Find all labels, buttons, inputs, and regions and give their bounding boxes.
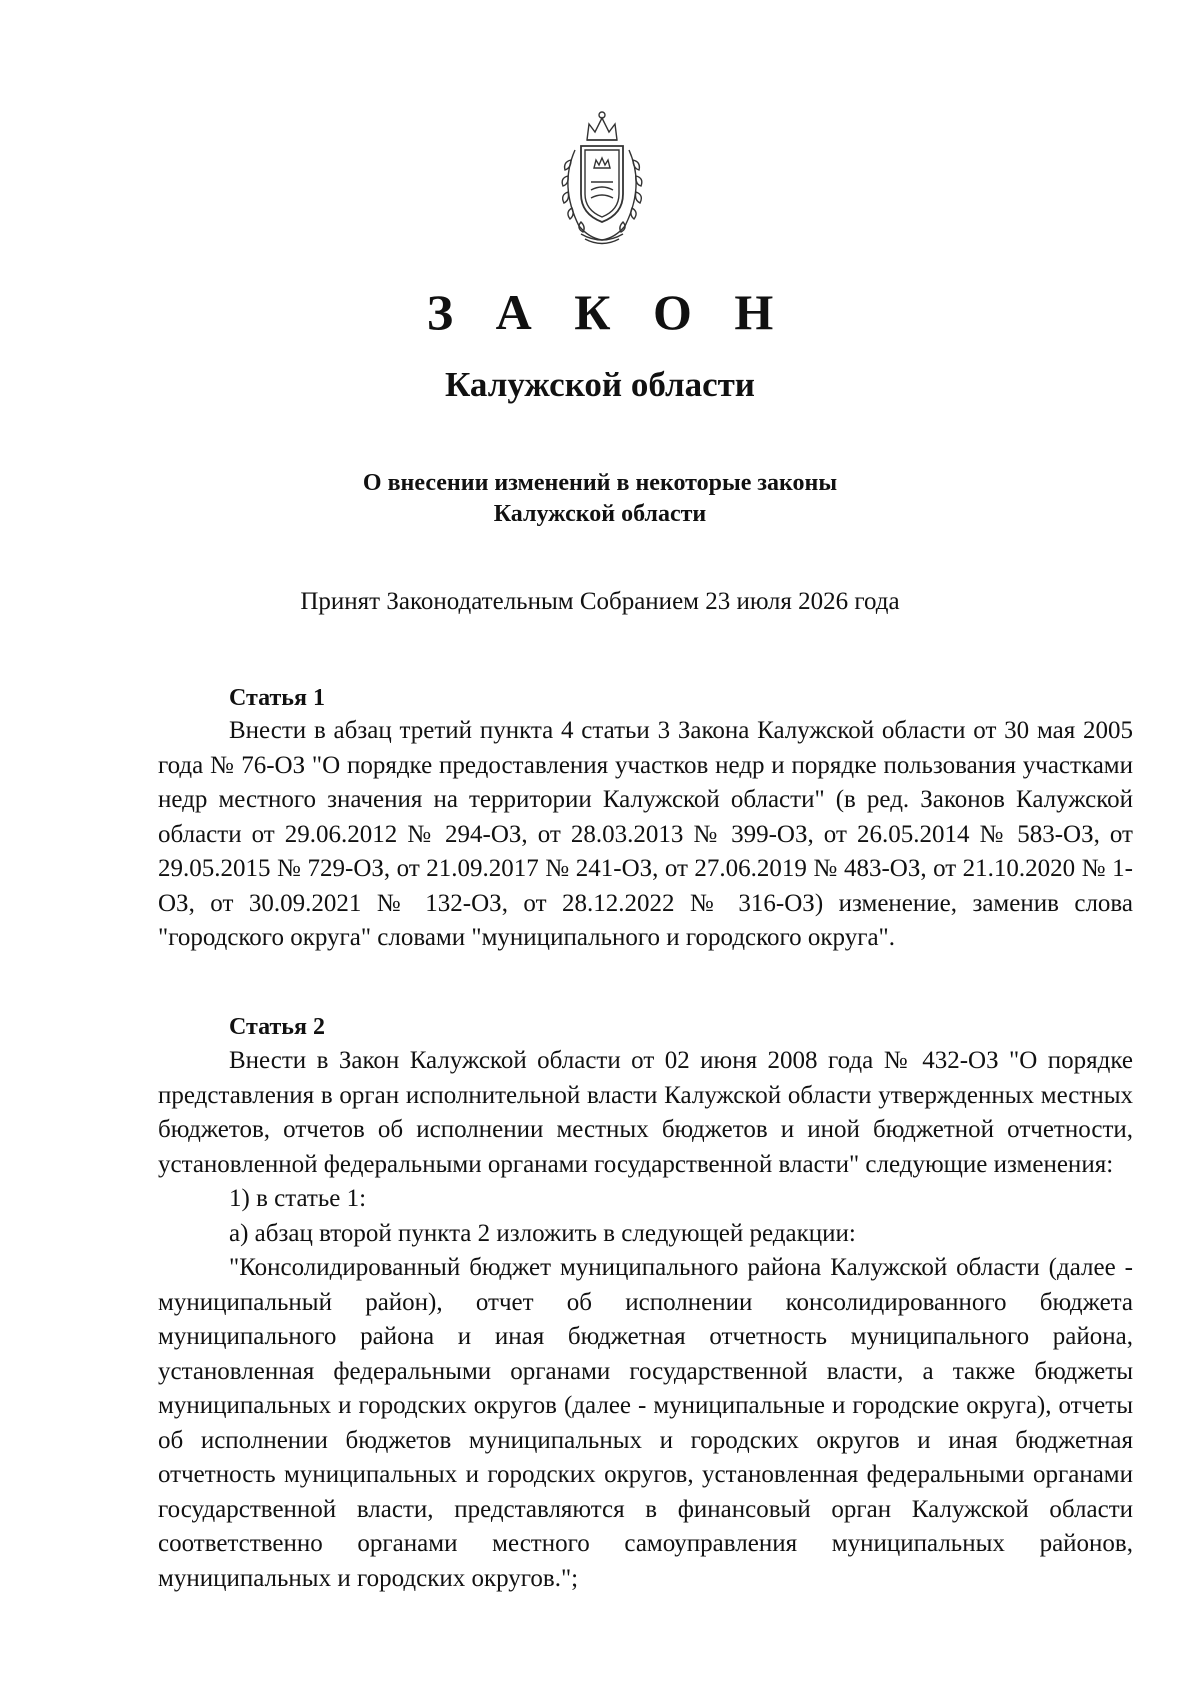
law-title: З А К О Н — [426, 284, 789, 340]
region-name: Калужской области — [445, 365, 755, 404]
article-2-body — [158, 1044, 1133, 1596]
law-subject — [0, 468, 1200, 530]
coat-of-arms-icon — [551, 106, 653, 248]
article-2-item-1a: а) абзац второй пункта 2 изложить в следующей редакции: — [229, 1219, 856, 1247]
article-1-heading: Статья 1 — [229, 685, 325, 711]
article-2-heading: Статья 2 — [229, 1014, 325, 1040]
law-subject-line-1: О внесении изменений в некоторые законы — [362, 470, 838, 496]
article-2-quoted-text: "Консолидированный бюджет муниципального района Калужской области (далее - муниципальный район), отчет об исполнении консолидированного бюджета муниципального района и иная бюджетная отчетность муниципального района, установленная федеральными органами государственной власти, а также бюджеты муниципальных и городских округов (далее - муниципальные и городские округа), отчеты об исполнении бюджетов муниципальных и городских округов и иная бюджетная отчетность муниципальных и городских округов, установленная федеральными органами государственной власти, представляются в финансовый орган Калужской области соответственно органами местного самоуправления муниципальных районов, муниципальных и городских округов."; — [158, 1254, 1133, 1592]
article-1-body — [158, 714, 1133, 956]
article-1-text: Внести в абзац третий пункта 4 статьи 3 Закона Калужской области от 30 мая 2005 года № 76-ОЗ "О порядке предоставления участков недр и порядке пользования участками недр местного значения на территории Калужской области" (в ред. Законов Калужской области от 29.06.2012 № 294-ОЗ, от 28.03.2013 № 399-ОЗ, от 26.05.2014 № 583-ОЗ, от 29.05.2015 № 729-ОЗ, от 21.09.2017 № 241-ОЗ, от 27.06.2019 № 483-ОЗ, от 21.10.2020 № 1-ОЗ, от 30.09.2021 № 132-ОЗ, от 28.12.2022 № 316-ОЗ) изменение, заменив слова "городского округа" словами "муниципального и городского округа". — [158, 717, 1133, 951]
adoption-statement: Принят Законодательным Собранием 23 июля 2026 года — [300, 588, 900, 615]
law-subject-line-2: Калужской области — [493, 501, 707, 527]
article-2-item-1: 1) в статье 1: — [229, 1185, 367, 1212]
article-2-intro: Внести в Закон Калужской области от 02 июня 2008 года № 432-ОЗ "О порядке представления в орган исполнительной власти Калужской области утвержденных местных бюджетов, отчетов об исполнении местных бюджетов и иной бюджетной отчетности, установленной федеральными органами государственной власти" следующие изменения: — [158, 1047, 1133, 1178]
